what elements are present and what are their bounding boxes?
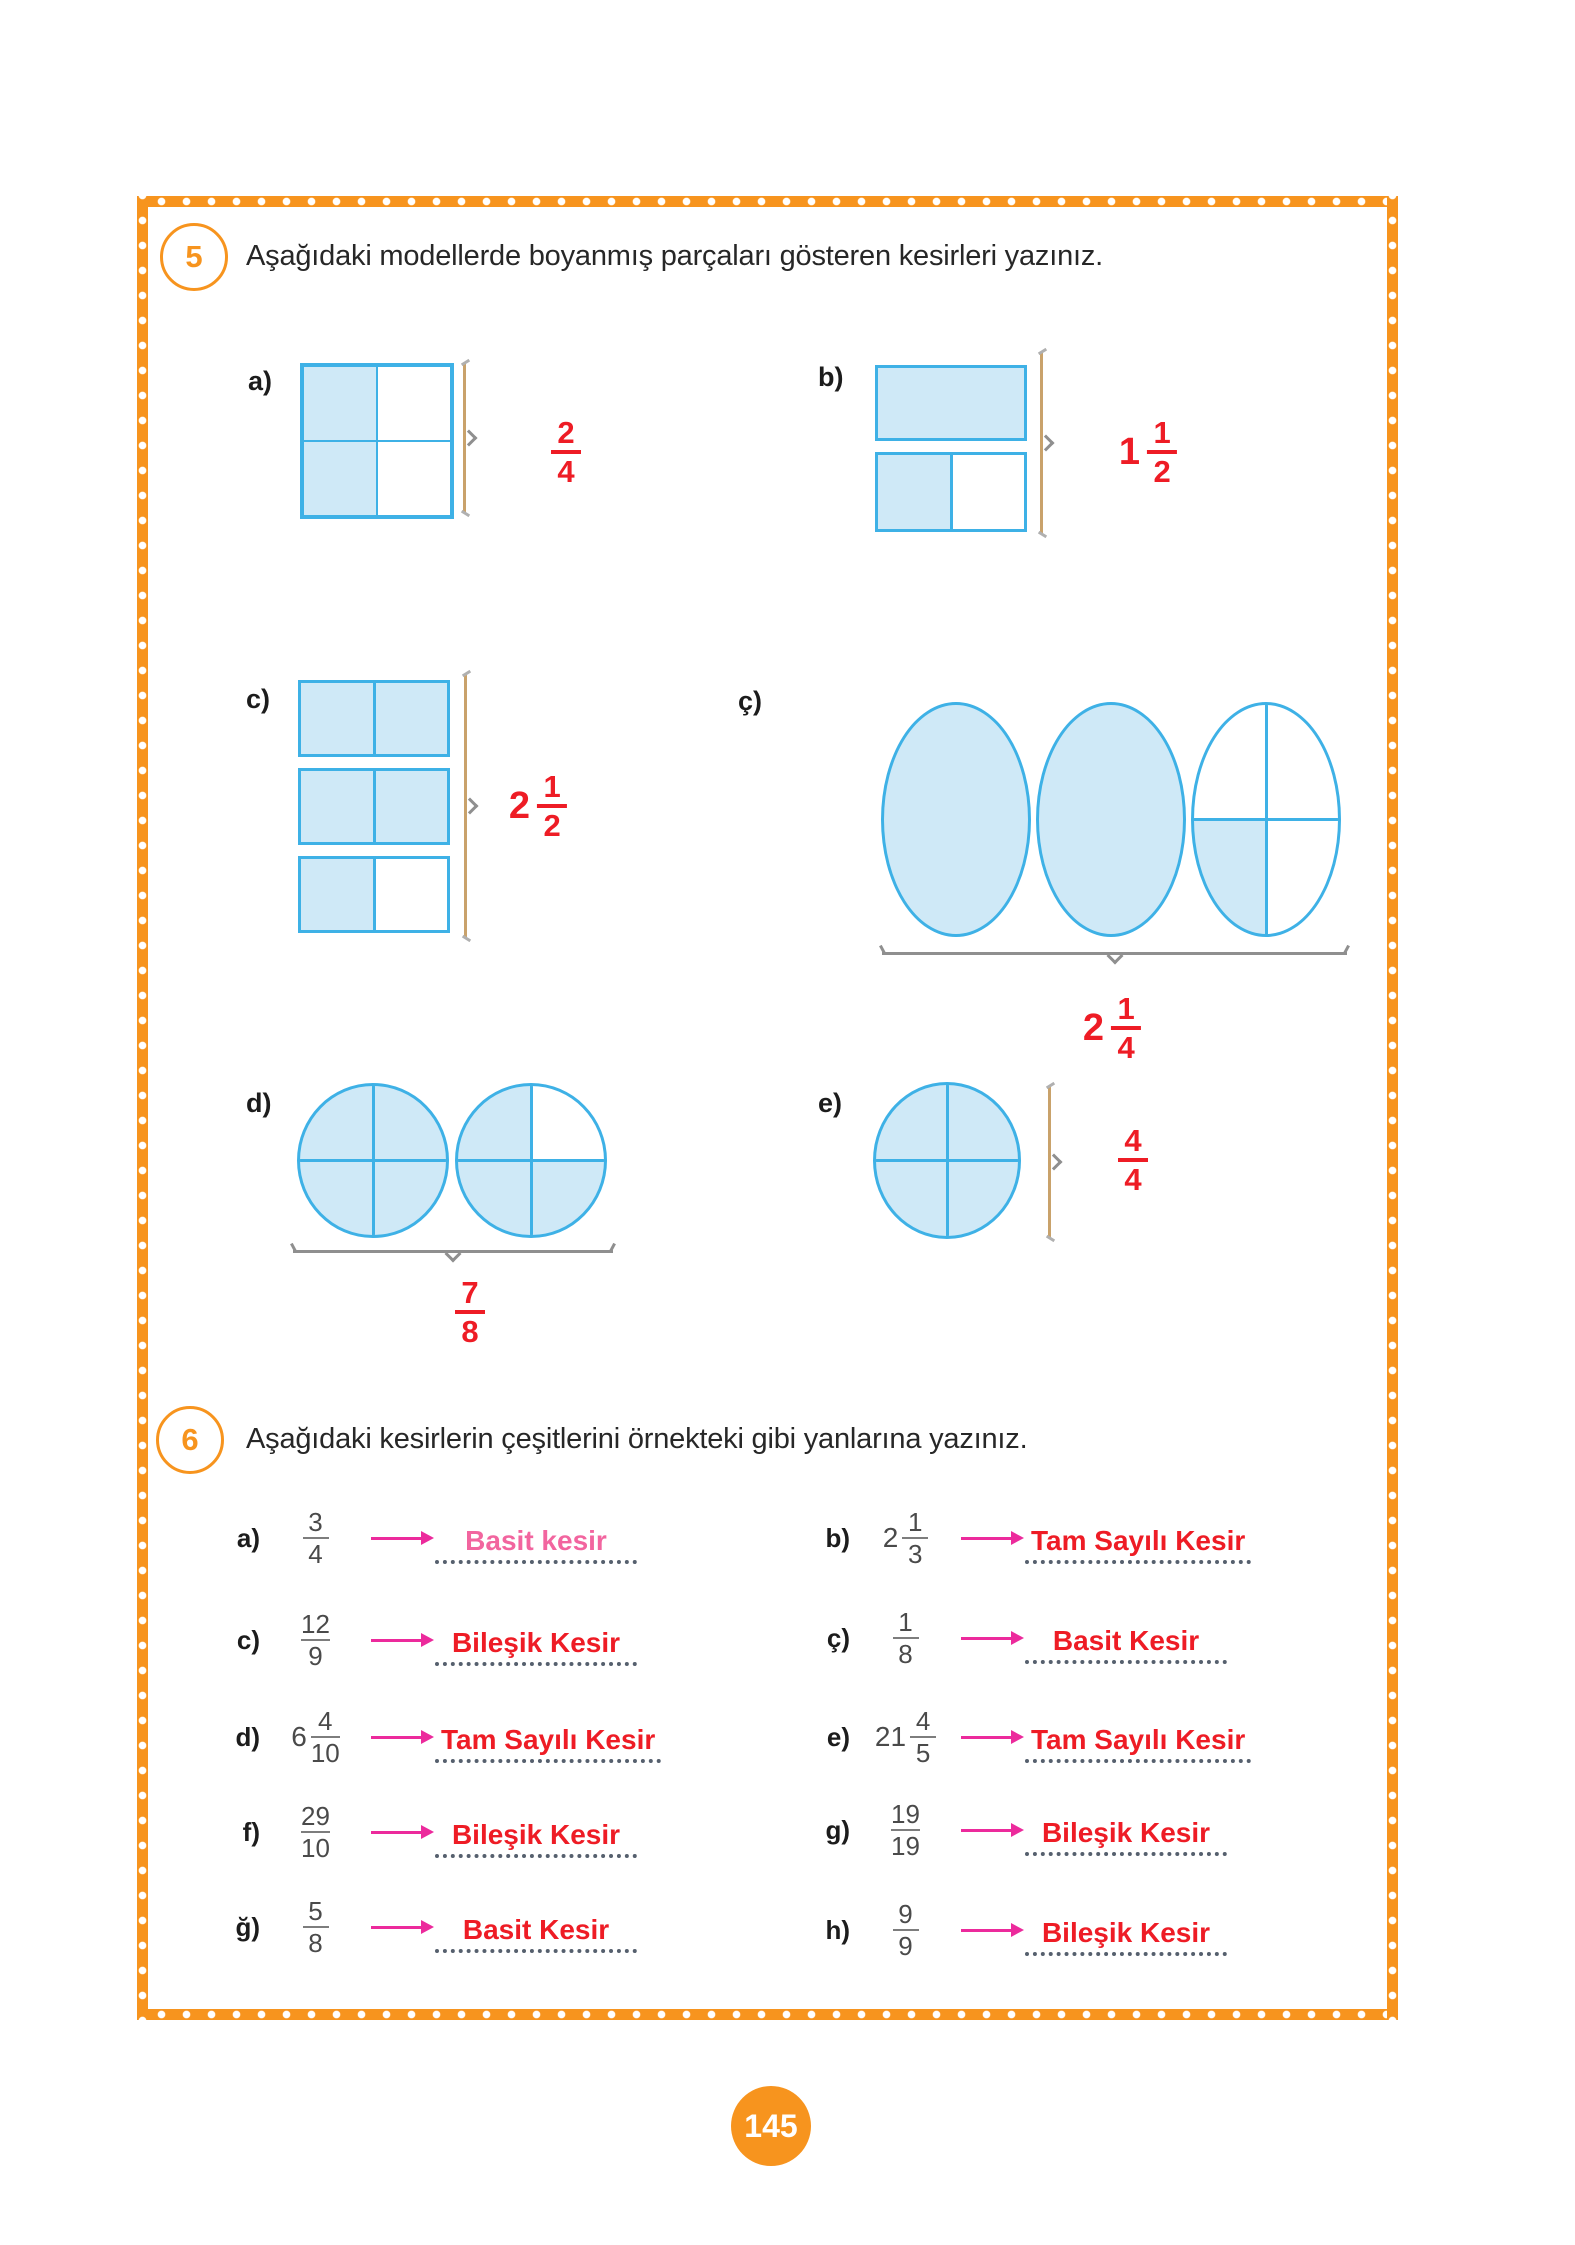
- question-6-title: Aşağıdaki kesirlerin çeşitlerini örnekteki gibi yanlarına yazınız.: [246, 1423, 1028, 1455]
- q6-row-a: [212, 1500, 637, 1576]
- question-5-number: 5: [160, 223, 228, 291]
- item-label: ğ): [235, 1911, 260, 1942]
- arrow-icon: [371, 1639, 423, 1642]
- answer-text: Bileşik Kesir: [435, 1627, 637, 1666]
- q6-row-e: [802, 1699, 1251, 1775]
- grid-cell: [303, 441, 377, 516]
- fraction-answer-d: 7 8: [455, 1276, 485, 1348]
- answer-text: Basit Kesir: [435, 1914, 637, 1953]
- fraction-answer-a: 2 4: [551, 416, 581, 488]
- item-label: c): [236, 1624, 260, 1655]
- brace-icon: [293, 1250, 613, 1253]
- q6-row-d: [212, 1699, 661, 1775]
- fraction: 5 8: [268, 1897, 363, 1958]
- item-label: a): [236, 1522, 260, 1553]
- circle-model: [1036, 702, 1186, 937]
- fraction: 19 19: [891, 1798, 920, 1862]
- fraction-answer-cedilla: 2 1 4: [1083, 992, 1141, 1064]
- fraction-answer-e: 4 4: [1118, 1124, 1148, 1196]
- bar-model: [298, 680, 450, 757]
- question-5-title: Aşağıdaki modellerde boyanmış parçaları gösteren kesirleri yazınız.: [246, 240, 1104, 272]
- bar-model: [875, 365, 1027, 441]
- fraction: 3 4: [268, 1508, 363, 1569]
- q5-item-cedilla-label: ç): [738, 686, 763, 716]
- arrow-icon: [961, 1537, 1013, 1540]
- bar-model: [298, 856, 450, 933]
- brace-icon: [463, 363, 466, 513]
- fraction: 29 10: [301, 1800, 330, 1864]
- arrow-icon: [961, 1736, 1013, 1739]
- circle-model: [881, 702, 1031, 937]
- q6-row-b: [802, 1500, 1251, 1576]
- arrow-icon: [371, 1537, 423, 1540]
- q5-item-b-label: b): [818, 362, 844, 392]
- item-label: f): [242, 1816, 260, 1847]
- fraction-model-c: [298, 680, 450, 933]
- question-6-number: 6: [156, 1406, 224, 1474]
- q6-row-f: [212, 1794, 637, 1870]
- grid-cell: [377, 441, 451, 516]
- arrow-icon: [371, 1736, 423, 1739]
- frame-border-left: [137, 196, 148, 2020]
- page-number-badge: 145: [731, 2086, 811, 2166]
- circle-model: [1191, 702, 1341, 937]
- answer-text: Basit kesir: [435, 1525, 637, 1564]
- item-label: d): [235, 1721, 260, 1752]
- item-label: b): [825, 1522, 850, 1553]
- answer-text: Bileşik Kesir: [435, 1819, 637, 1858]
- circle-model: [873, 1082, 1021, 1239]
- fraction: 21 4 5: [858, 1707, 953, 1768]
- fraction-answer-b: 1 1 2: [1119, 416, 1177, 488]
- q5-item-e-label: e): [818, 1088, 843, 1118]
- fraction: 12 9: [301, 1608, 330, 1672]
- answer-text: Tam Sayılı Kesir: [1025, 1724, 1251, 1763]
- fraction: 9 9: [858, 1900, 953, 1961]
- q5-item-d-label: d): [246, 1088, 272, 1118]
- answer-text: Tam Sayılı Kesir: [1025, 1525, 1251, 1564]
- grid-cell: [377, 366, 451, 441]
- frame-border-right: [1387, 196, 1398, 2020]
- frame-border-bottom: [137, 2009, 1398, 2020]
- fraction: 6 4 10: [291, 1705, 340, 1769]
- grid-cell: [303, 366, 377, 441]
- q6-row-g: [802, 1792, 1227, 1868]
- answer-text: Basit Kesir: [1025, 1625, 1227, 1664]
- q5-item-a-label: a): [248, 366, 273, 396]
- q6-row-ç: [802, 1600, 1227, 1676]
- brace-icon: [1040, 352, 1043, 534]
- q6-row-c: [212, 1602, 637, 1678]
- fraction-model-b: [875, 365, 1027, 532]
- circle-model: [297, 1083, 449, 1238]
- frame-border-top: [137, 196, 1398, 207]
- bar-model: [298, 768, 450, 845]
- arrow-icon: [371, 1926, 423, 1929]
- item-label: h): [825, 1914, 850, 1945]
- brace-icon: [882, 952, 1347, 955]
- fraction-model-cedilla: [881, 702, 1341, 937]
- bar-model: [875, 452, 1027, 532]
- answer-text: Bileşik Kesir: [1025, 1917, 1227, 1956]
- fraction-model-d: [297, 1083, 607, 1238]
- q5-item-c-label: c): [246, 684, 271, 714]
- fraction-model-a: [300, 363, 454, 519]
- arrow-icon: [961, 1637, 1013, 1640]
- q6-row-h: [802, 1892, 1227, 1968]
- arrow-icon: [371, 1831, 423, 1834]
- fraction: 2 1 3: [858, 1508, 953, 1569]
- item-label: e): [826, 1721, 850, 1752]
- circle-model: [455, 1083, 607, 1238]
- brace-icon: [464, 674, 467, 938]
- item-label: g): [825, 1814, 850, 1845]
- fraction: 1 8: [858, 1608, 953, 1669]
- item-label: ç): [826, 1622, 850, 1653]
- answer-text: Bileşik Kesir: [1025, 1817, 1227, 1856]
- arrow-icon: [961, 1829, 1013, 1832]
- arrow-icon: [961, 1929, 1013, 1932]
- fraction-answer-c: 2 1 2: [509, 770, 567, 842]
- answer-text: Tam Sayılı Kesir: [435, 1724, 661, 1763]
- brace-icon: [1048, 1086, 1051, 1238]
- q6-row-ğ: [212, 1889, 637, 1965]
- fraction-model-e: [873, 1082, 1021, 1239]
